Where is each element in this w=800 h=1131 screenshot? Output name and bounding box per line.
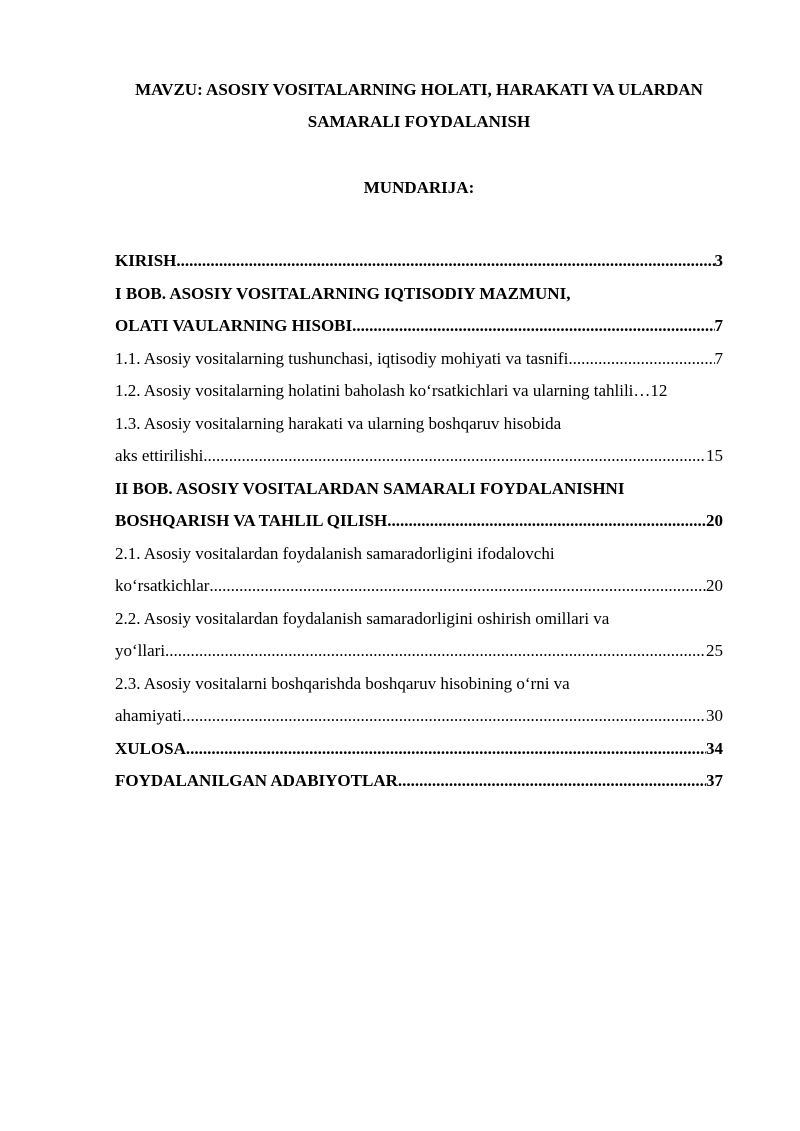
toc-entry-2-1[interactable]: [115, 538, 723, 603]
document-page: [115, 74, 723, 798]
toc-heading: MUNDARIJA:: [363, 178, 475, 197]
toc-page-number: 37: [706, 771, 723, 790]
toc-page-number: 7: [714, 348, 723, 368]
toc-entry-text: yo‘llari: [115, 641, 166, 660]
dot-leader: [203, 440, 706, 473]
toc-entry-text: aks ettirilishi: [115, 446, 204, 465]
toc-entry-text: ahamiyati: [115, 706, 183, 725]
dot-leader: [398, 765, 706, 798]
toc-entry-1-1[interactable]: [115, 343, 723, 376]
toc-page-number: 30: [706, 706, 723, 725]
dot-leader: [209, 570, 706, 603]
toc-entry-text: 1.2. Asosiy vositalarning holatini baholash ko‘rsatkichlari va ularning tahlili…: [115, 381, 651, 400]
toc-page-number: 20: [706, 576, 723, 595]
dot-leader: [186, 733, 706, 766]
toc-entry-1-3[interactable]: [115, 408, 723, 473]
title-line-2: SAMARALI FOYDALANISH: [307, 112, 531, 131]
dot-leader: [387, 505, 706, 538]
toc-entry-text: OLATI VAULARNING HISOBI: [115, 316, 353, 335]
toc-entry-text-line-1: I BOB. ASOSIY VOSITALARNING IQTISODIY MAZMUNI,: [115, 283, 571, 303]
toc-page-number: 25: [706, 641, 723, 660]
toc-entry-text: 1.1. Asosiy vositalarning tushunchasi, iqtisodiy mohiyati va tasnifi: [115, 348, 569, 368]
toc-entry-references[interactable]: [115, 765, 723, 798]
dot-leader: [176, 245, 714, 278]
toc-entry-2-3[interactable]: [115, 668, 723, 733]
toc-page-number: 12: [650, 381, 668, 400]
title-line-1: MAVZU: ASOSIY VOSITALARNING HOLATI, HARAKATI VA ULARDAN: [135, 80, 703, 99]
dot-leader: [568, 343, 714, 376]
toc-entry-1-2[interactable]: [115, 375, 723, 408]
toc-page-number: 3: [714, 251, 723, 270]
toc-page-number: 7: [714, 316, 723, 335]
toc-page-number: 20: [706, 511, 723, 530]
toc-entry-text: FOYDALANILGAN ADABIYOTLAR: [115, 771, 398, 790]
toc-entry-text-line-1: 2.2. Asosiy vositalardan foydalanish samaradorligini oshirish omillari va: [115, 608, 610, 628]
document-title: [115, 74, 723, 138]
toc-entry-text: KIRISH: [115, 251, 177, 270]
toc-entry-text: BOSHQARISH VA TAHLIL QILISH: [115, 511, 388, 530]
toc-entry-chapter-2[interactable]: [115, 473, 723, 538]
toc-page-number: 34: [706, 738, 723, 758]
dot-leader: [352, 310, 714, 343]
toc-entry-text: XULOSA: [115, 738, 186, 758]
toc-entry-2-2[interactable]: [115, 603, 723, 668]
toc-entry-text-line-1: 2.3. Asosiy vositalarni boshqarishda boshqaruv hisobining o‘rni va: [115, 673, 570, 693]
dot-leader: [182, 700, 706, 733]
table-of-contents: [115, 245, 723, 798]
toc-entry-text: ko‘rsatkichlar: [115, 576, 210, 595]
toc-page-number: 15: [706, 446, 723, 465]
toc-entry-kirish[interactable]: [115, 245, 723, 278]
toc-entry-text-line-1: 2.1. Asosiy vositalardan foydalanish samaradorligini ifodalovchi: [115, 543, 555, 563]
toc-entry-text-line-1: 1.3. Asosiy vositalarning harakati va ularning boshqaruv hisobida: [115, 413, 562, 433]
toc-entry-text-line-1: II BOB. ASOSIY VOSITALARDAN SAMARALI FOYDALANISHNI: [115, 478, 625, 498]
dot-leader: [165, 635, 706, 668]
toc-entry-chapter-1[interactable]: [115, 278, 723, 343]
toc-entry-xulosa[interactable]: [115, 733, 723, 766]
